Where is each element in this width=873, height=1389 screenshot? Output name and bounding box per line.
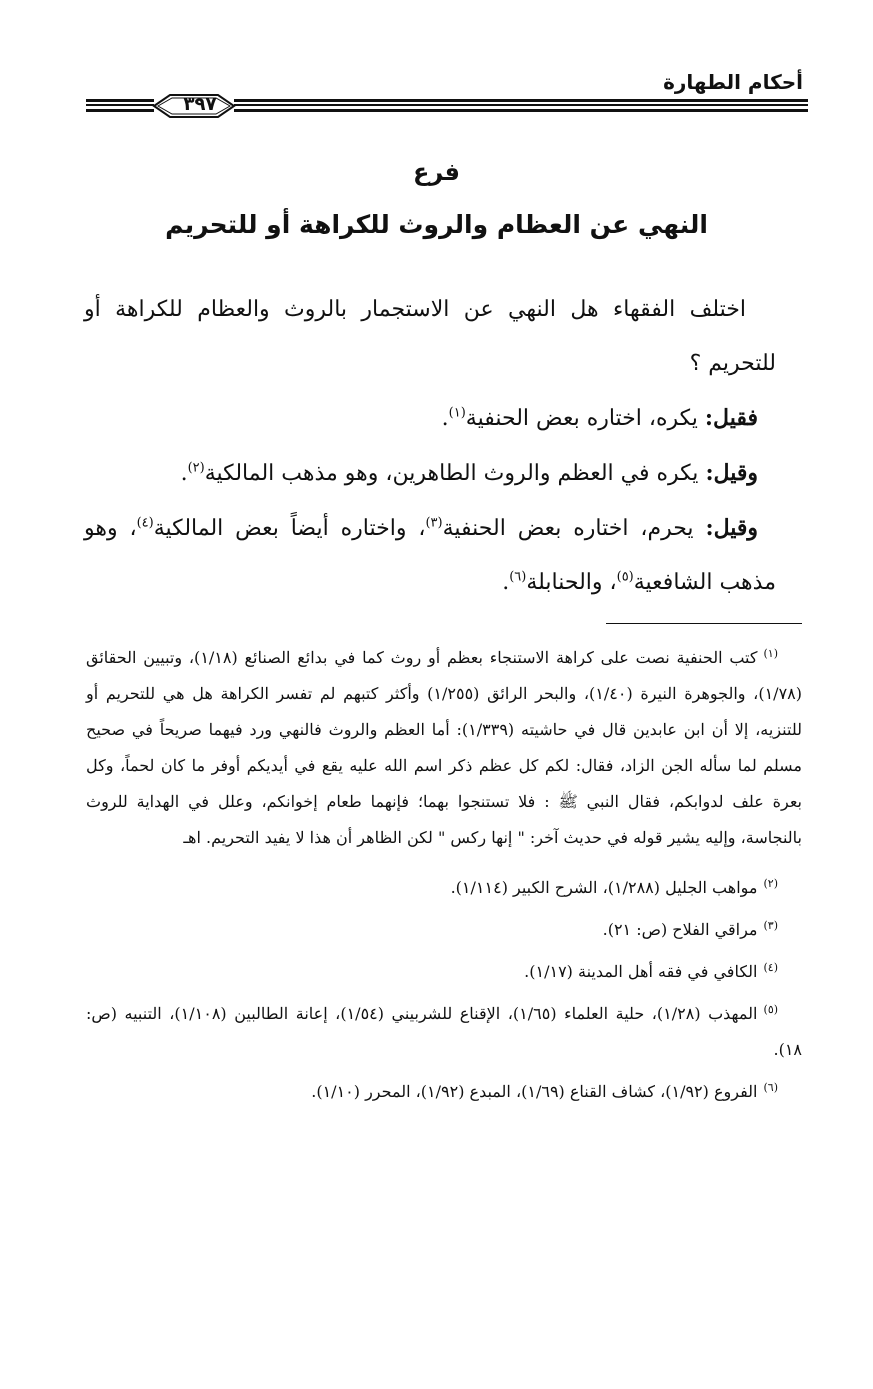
opinion-text: . — [441, 406, 449, 431]
footnote-text: كتب الحنفية نصت على كراهة الاستنجاء بعظم أو روث كما في بدائع الصنائع (١/١٨)، وتبيين الحقائق (١/٧٨)، والجوهرة النيرة (١/٤٠)، والبحر الرائق (١/٢٥٥) وأكثر كتبهم لم تفسر الكراهة هل هي للتحريم أو للتنزيه، إلا أن ابن عابدين قال في حاشيته (١/٣٣٩): أما العظم والروث فالنهي ورد فيهما صريحاً في صحيح مسلم لما سأله الجن الزاد، فقال: لكم كل عظم ذكر اسم الله عليه يقع في أيديكم أوفر ما كان لحماً، وكل بعرة علف لدوابكم، فقال النبي ﷺ : فلا تستنجوا بهما؛ فإنهما طعام إخوانكم، وعلل في الهداية للروث بالنجاسة، وإليه يشير قوله في حديث آخر: " إنها ركس " لكن الظاهر أن هذا لا يفيد التحريم. اهـ — [86, 648, 802, 847]
footnote-1 — [86, 640, 802, 856]
opinion-text: ، وهو مذهب الشافعية — [84, 516, 776, 595]
section-label: فرع — [412, 158, 461, 186]
opinion-lead: فقيل: — [704, 405, 758, 431]
footnote-number: (٦) — [763, 1080, 778, 1094]
main-text — [84, 283, 776, 610]
footnote-ref: (١) — [448, 405, 466, 421]
footnote-2 — [86, 870, 802, 906]
section-title: النهي عن العظام والروث للكراهة أو للتحريم — [165, 210, 708, 239]
opinion-text: ، والحنابلة — [526, 570, 617, 595]
footnote-ref: (٤) — [136, 515, 154, 531]
footnote-text: المهذب (١/٢٨)، حلية العلماء (١/٦٥)، الإقناع للشربيني (١/٥٤)، إعانة الطالبين (١/١٠٨)، التنبيه (ص: ١٨). — [86, 1004, 802, 1059]
opinion-text: يحرم، اختاره بعض الحنفية — [442, 516, 706, 541]
opinion-paragraph-3 — [84, 501, 776, 610]
footnote-number: (٣) — [763, 918, 778, 932]
footnote-6 — [86, 1074, 802, 1110]
opinion-paragraph-1 — [84, 391, 776, 446]
footnote-5 — [86, 996, 802, 1068]
footnotes — [86, 640, 802, 1116]
opinion-text: . — [502, 570, 510, 595]
footnote-3 — [86, 912, 802, 948]
footnote-number: (١) — [763, 646, 779, 660]
opinion-text: يكره، اختاره بعض الحنفية — [465, 406, 705, 431]
footnote-4 — [86, 954, 802, 990]
opinion-paragraph-2 — [84, 446, 776, 501]
footnote-number: (٤) — [763, 960, 778, 974]
page-number: ٣٩٧ — [183, 94, 217, 115]
opinion-text: ، واختاره أيضاً بعض المالكية — [153, 516, 426, 541]
intro-paragraph: اختلف الفقهاء هل النهي عن الاستجمار بالروث والعظام للكراهة أو للتحريم ؟ — [84, 297, 776, 376]
footnote-text: الفروع (١/٩٢)، كشاف القناع (١/٦٩)، المبدع (١/٩٢)، المحرر (١/١٠). — [311, 1082, 758, 1101]
running-title: أحكام الطهارة — [663, 70, 803, 94]
footnote-ref: (٦) — [509, 569, 527, 585]
opinion-text: . — [180, 461, 188, 486]
footnote-text: مواهب الجليل (١/٢٨٨)، الشرح الكبير (١/١١٤). — [450, 878, 758, 897]
footnote-number: (٥) — [763, 1002, 779, 1016]
footnote-text: الكافي في فقه أهل المدينة (١/١٧). — [524, 962, 758, 981]
footnote-number: (٢) — [763, 876, 778, 890]
footnote-ref: (٢) — [187, 460, 205, 476]
footnote-separator — [606, 623, 802, 624]
opinion-text: يكره في العظم والروث الطاهرين، وهو مذهب المالكية — [204, 461, 706, 486]
footnote-ref: (٣) — [425, 515, 443, 531]
footnote-ref: (٥) — [616, 569, 634, 585]
opinion-lead: وقيل: — [705, 515, 759, 541]
opinion-lead: وقيل: — [705, 460, 758, 486]
footnote-text: مراقي الفلاح (ص: ٢١). — [602, 920, 758, 939]
